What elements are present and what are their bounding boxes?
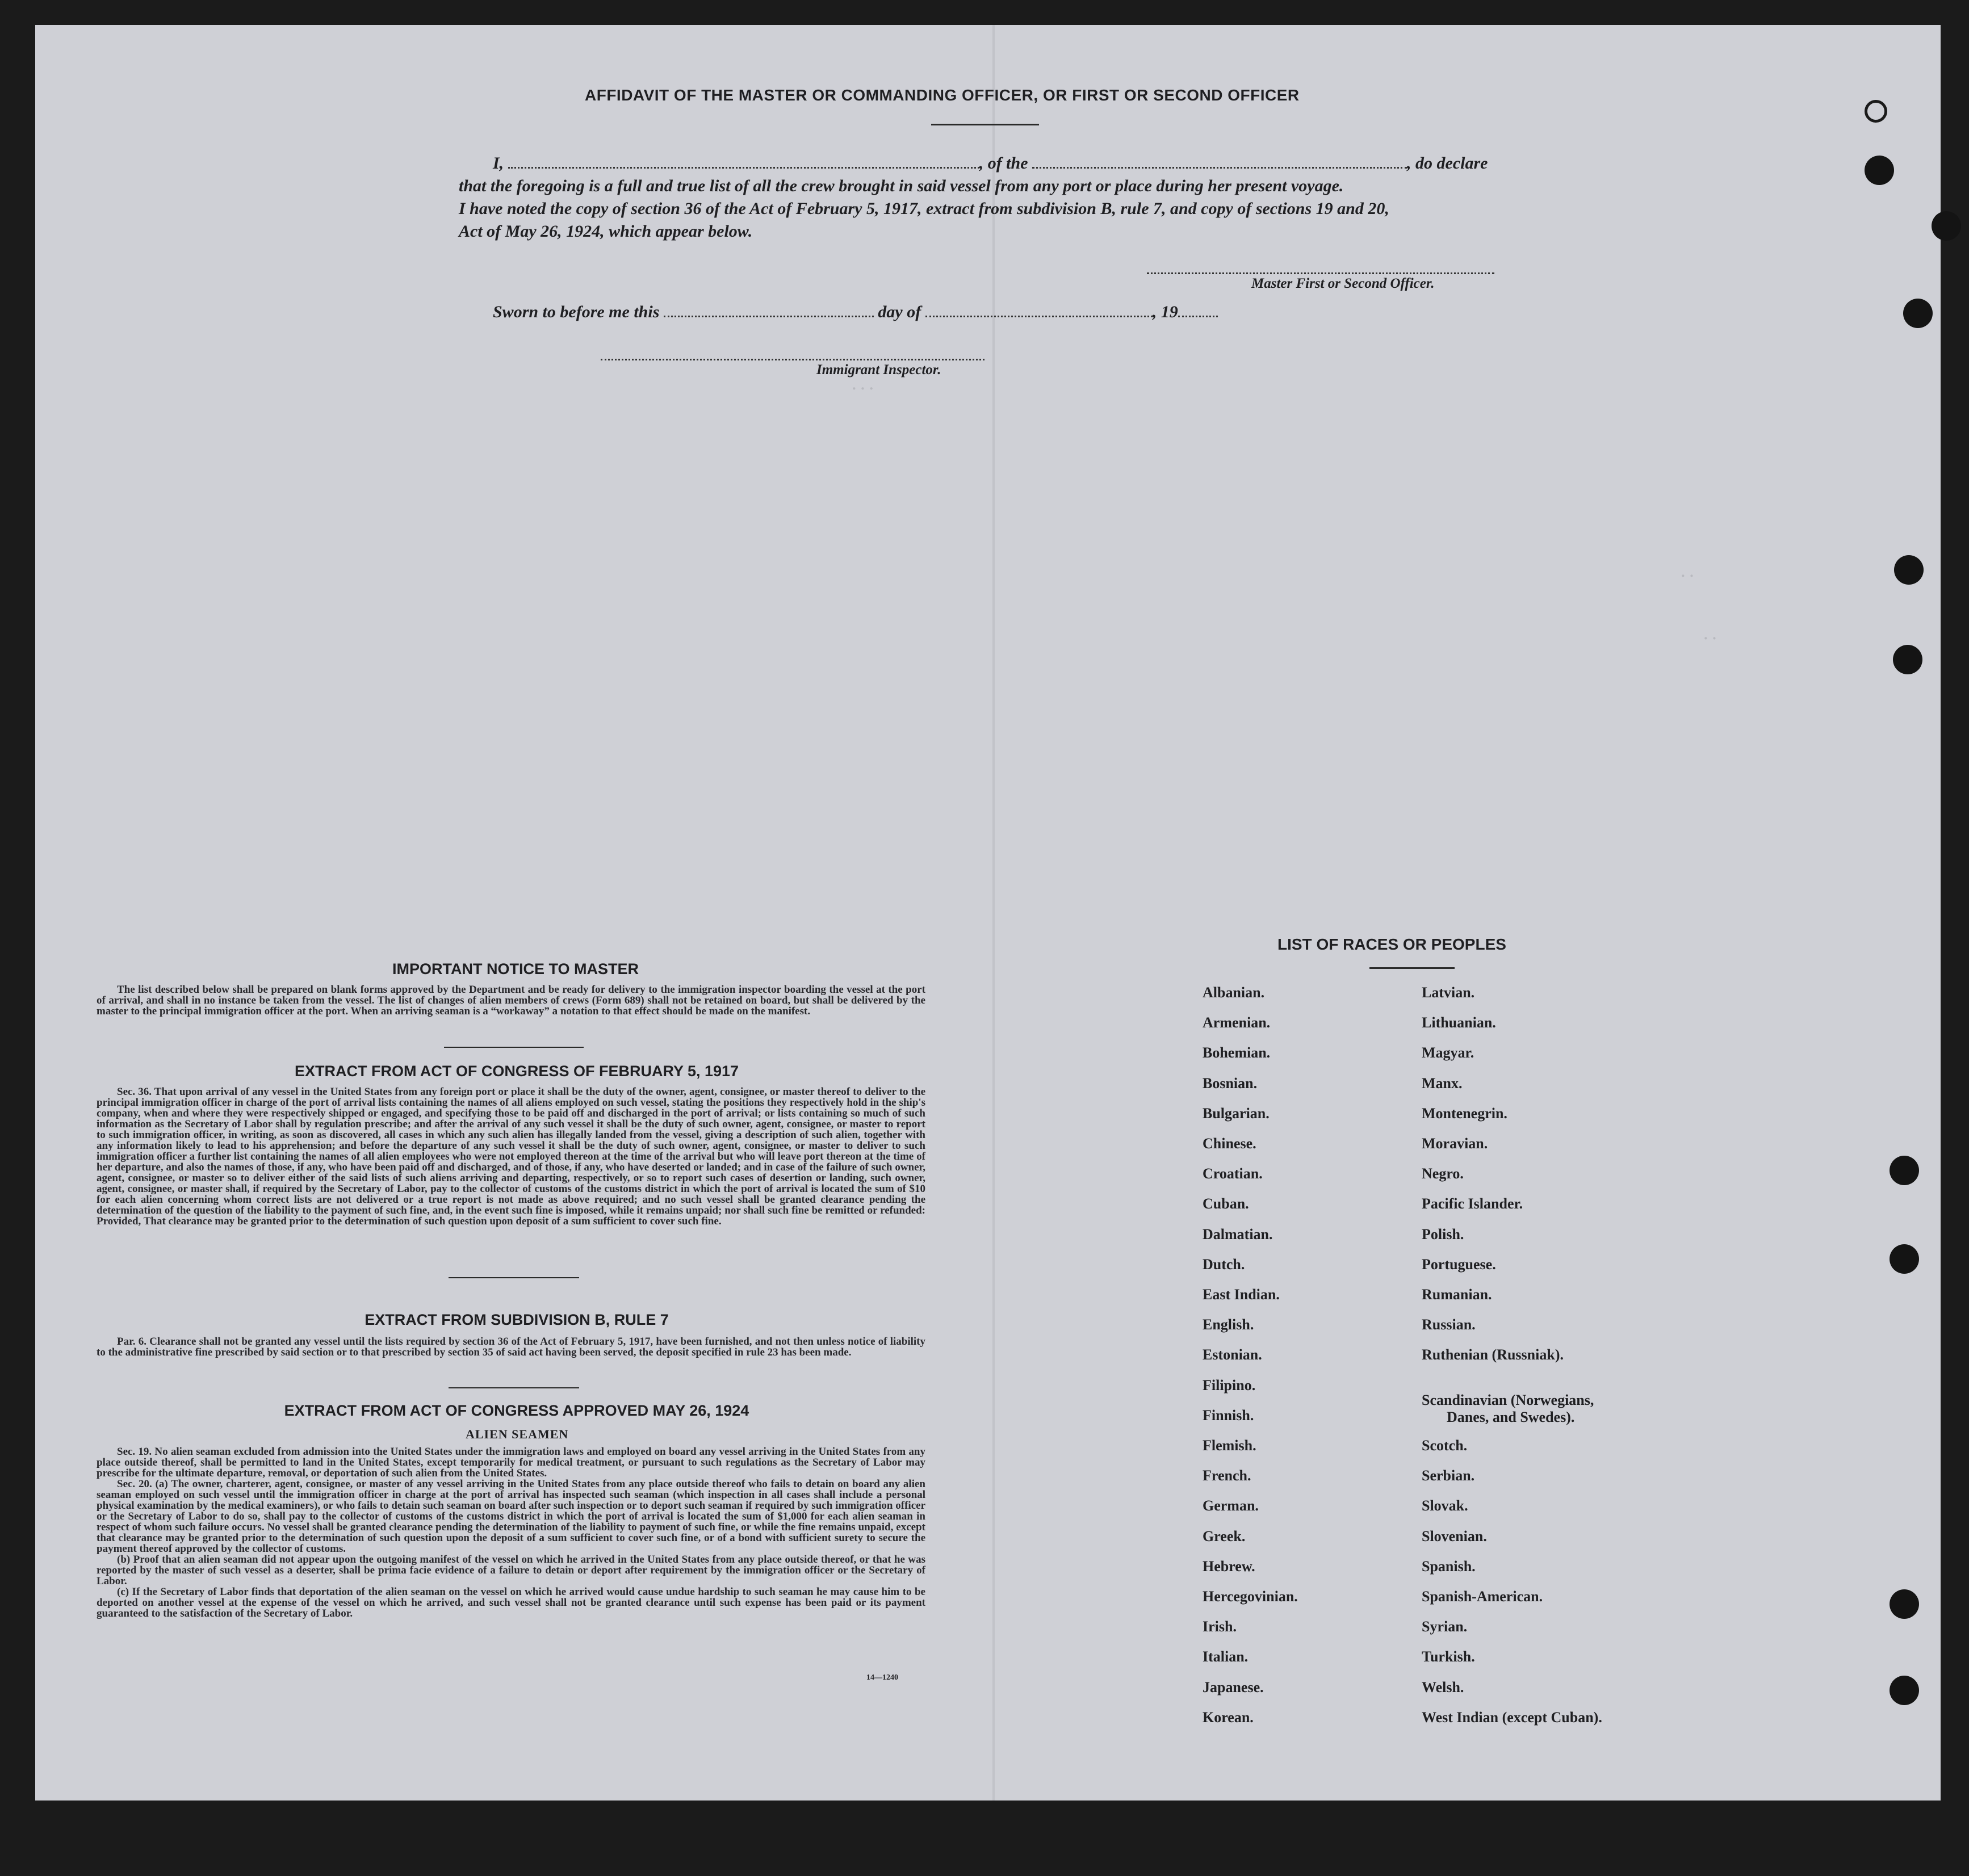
section-rule [444,1047,584,1048]
sworn-before-me: Sworn to before me this [493,303,660,321]
race-item: Hercegovinian. [1203,1588,1298,1605]
master-signature-line[interactable] [1147,272,1494,274]
race-item: Bosnian. [1203,1075,1258,1092]
race-item: German. [1203,1497,1259,1514]
affidavit-title: AFFIDAVIT OF THE MASTER OR COMMANDING OFFICER, OR FIRST OR SECOND OFFICER [585,86,1300,104]
race-item: Japanese. [1203,1678,1264,1695]
race-item: Croatian. [1203,1165,1263,1182]
affidavit-of-the: , of the [979,154,1028,173]
binder-hole [1865,100,1887,123]
race-item: Pacific Islander. [1422,1195,1523,1212]
race-item: Russian. [1422,1316,1476,1333]
sec-20c-paragraph: (c) If the Secretary of Labor finds that deportation of the alien seaman on the vessel on which he arrived would cause undue hardship to such seaman he may cause him to be deported on another vessel at the expense of the vessel on which he arrived, and such vessel shall not be granted clearance until such expense has been paid or its payment guaranteed to the satisfaction of the Secretary of Labor. [97,1586,925,1619]
extract-1917-text [97,1086,925,1227]
race-item: Finnish. [1203,1407,1254,1424]
sec-20a-paragraph: Sec. 20. (a) The owner, charterer, agent, consignee, or master of any vessel arriving in the United States from any place outside thereof who fails to detain on board any alien seaman employed on such vessel until the immigration officer in charge at the port of arrival has inspected such seaman (which inspection in all cases shall include a personal physical examination by the medical examiners), or who fails to detain such seaman on board after such inspection or to deport such seaman if required by such immigration officer or the Secretary of Labor to do so, shall pay to the collector of customs of the customs district in which the port of arrival is located the sum of $1,000 for each alien seaman in respect of whom such failure occurs. No vessel shall be granted clearance pending the determination of the liability to payment of such fine, or while the fine remains unpaid, except that clearance may be granted prior to the determination of such question upon the deposit of a sum sufficient to cover such fine, or of a bond with sufficient surety to secure the payment thereof approved by the collector of customs. [97,1478,925,1555]
binder-hole [1890,1589,1919,1619]
race-item: Estonian. [1203,1346,1262,1363]
extract-1917-title: EXTRACT FROM ACT OF CONGRESS OF FEBRUARY 5, 1917 [294,1063,739,1080]
race-item: Slovak. [1422,1497,1468,1514]
race-item: Moravian. [1422,1135,1488,1152]
race-item: Bulgarian. [1203,1105,1270,1122]
binder-hole [1890,1676,1919,1705]
section-rule [449,1277,579,1278]
race-item: Welsh. [1422,1678,1464,1695]
race-item: Spanish. [1422,1558,1476,1575]
race-item-continuation: Danes, and Swedes). [1447,1408,1575,1425]
race-item: Montenegrin. [1422,1105,1507,1122]
bleed-through-mark: · · · [852,380,874,397]
affidavit-line-3: I have noted the copy of section 36 of the Act of February 5, 1917, extract from subdivision B, rule 7, and copy of sections 19 and 20, [459,199,1389,218]
bleed-through-mark: · · [1681,568,1694,584]
affidavit-do-declare: , do declare [1407,154,1488,173]
notice-paragraph: The list described below shall be prepared on blank forms approved by the Department and be ready for delivery to the immigration inspector boarding the vessel at the port of arrival, and shall in no instance be taken from the vessel. The list of changes of alien members of crews (Form 689) shall not be retained on board, but shall be delivered by the master to the principal immigration officer at the port. When an arriving seaman is a “workaway” a notation to that effect should be made on the manifest. [97,984,925,1017]
race-item: Latvian. [1422,984,1475,1001]
extract-1924-text [97,1446,925,1619]
binder-hole [1932,211,1961,241]
affidavit-line-1 [459,152,1515,175]
race-item: Slovenian. [1422,1527,1487,1545]
inspector-signature-label: Immigrant Inspector. [816,362,941,377]
race-item: Flemish. [1203,1437,1256,1454]
race-item: Armenian. [1203,1014,1271,1031]
races-title-rule [1369,967,1455,969]
notice-title: IMPORTANT NOTICE TO MASTER [392,960,639,977]
rule-7-title: EXTRACT FROM SUBDIVISION B, RULE 7 [365,1311,669,1328]
race-item: Ruthenian (Russniak). [1422,1346,1564,1363]
alien-seamen-subtitle: ALIEN SEAMEN [466,1427,569,1441]
races-title: LIST OF RACES OR PEOPLES [1277,935,1506,953]
race-item: East Indian. [1203,1286,1280,1303]
race-item: Scandinavian (Norwegians, Danes, and Swedes). [1422,1391,1594,1425]
race-item: Negro. [1422,1165,1464,1182]
sworn-year-field[interactable] [1178,302,1218,317]
form-code: 14—1240 [866,1673,898,1682]
race-item: Magyar. [1422,1044,1474,1061]
race-item: Dalmatian. [1203,1226,1273,1243]
race-item: Portuguese. [1422,1256,1496,1273]
race-item: Syrian. [1422,1618,1468,1635]
rule-7-text [97,1336,925,1358]
sworn-line [493,301,1549,324]
binder-hole [1894,555,1924,585]
vessel-name-field[interactable] [1032,153,1407,169]
binder-hole [1865,156,1894,185]
race-item: Cuban. [1203,1195,1249,1212]
race-item: West Indian (except Cuban). [1422,1709,1602,1726]
race-item: French. [1203,1467,1251,1484]
sec-20b-paragraph: (b) Proof that an alien seaman did not appear upon the outgoing manifest of the vessel on which he arrived in the United States from any place outside thereof, or that he was reported by the master of such vessel as a deserter, shall be prima facie evidence of a failure to detain or deport after requirement by the immigration officer or the Secretary of Labor. [97,1554,925,1587]
race-item: Manx. [1422,1075,1463,1092]
affidavit-i: I, [493,154,504,173]
par-6-paragraph: Par. 6. Clearance shall not be granted any vessel until the lists required by section 36 of the Act of February 5, 1917, have been furnished, and not then unless notice of liability to the administrative fine prescribed by said section or to that prescribed by section 35 of said act having been served, the deposit specified in rule 23 has been made. [97,1336,925,1358]
race-item: Chinese. [1203,1135,1256,1152]
race-item: Scotch. [1422,1437,1468,1454]
binder-hole [1893,645,1922,674]
sec-36-paragraph: Sec. 36. That upon arrival of any vessel in the United States from any foreign port or place it shall be the duty of the owner, agent, consignee, or master thereof to deliver to the principal immigration officer in charge of the port of arrival lists containing the names of all aliens employed on such vessel, stating the positions they respectively hold in the ship's company, when and where they were respectively shipped or engaged, and specifying those to be paid off and discharged in the port of arrival; or lists containing so much of such information as the Secretary of Labor shall by regulation prescribe; and after the arrival of any such vessel it shall be the duty of such owner, agent, consignee, or master to report to such immigration officer, in writing, as soon as discovered, all cases in which any such alien has illegally landed from the vessel, giving a description of such alien, together with any information likely to lead to his apprehension; and before the departure of any such vessel it shall be the duty of such owner, agent, consignee, or master to deliver to such immigration officer a further list containing the names of all alien employees who were not employed thereon at the time of the arrival but who will leave port thereon at the time of her departure, and also the names of those, if any, who have been paid off and discharged, and of those, if any, who have deserted or landed; and in case of the failure of such owner, agent, consignee, or master so to deliver either of the said lists of such aliens arriving and departing, respectively, or so to report such cases of desertion or landing, such owner, agent, consignee, or master shall, if required by the Secretary of Labor, pay to the collector of customs of the customs district in which the port of arrival is located the sum of $10 for each alien concerning whom correct lists are not delivered or a true report is not made as above required; and no such vessel shall be granted clearance pending the determination of the question of the liability to the payment of such fine, and, in the event such fine is imposed, while it remains unpaid; nor shall such fine be remitted or refunded: Provided, That clearance may be granted prior to the determination of such question upon deposit of a sum sufficient to cover such fine. [97,1086,925,1227]
race-item: Italian. [1203,1648,1249,1665]
center-fold [992,25,995,1801]
master-signature-label: Master First or Second Officer. [1251,276,1435,291]
race-item: Turkish. [1422,1648,1475,1665]
race-item: Lithuanian. [1422,1014,1496,1031]
race-item: English. [1203,1316,1254,1333]
race-item: Hebrew. [1203,1558,1255,1575]
race-item: Polish. [1422,1226,1464,1243]
affidavit-line-4: Act of May 26, 1924, which appear below. [459,222,753,241]
sec-19-paragraph: Sec. 19. No alien seaman excluded from admission into the United States under the immigration laws and employed on board any vessel arriving in the United States from any place outside thereof, shall be permitted to land in the United States, except temporarily for medical treatment, or pursuant to such regulations as the Secretary of Labor may prescribe for the ultimate departure, removal, or deportation of such alien from the United States. [97,1446,925,1479]
notice-text [97,984,925,1017]
race-item: Greek. [1203,1527,1246,1545]
race-item: Rumanian. [1422,1286,1492,1303]
bleed-through-mark: · · [1703,630,1717,647]
inspector-signature-line[interactable] [601,359,984,360]
race-item: Irish. [1203,1618,1237,1635]
sworn-month-field[interactable] [925,302,1153,317]
title-rule [931,124,1039,125]
race-item: Korean. [1203,1709,1254,1726]
sworn-day-field[interactable] [664,302,874,317]
extract-1924-title: EXTRACT FROM ACT OF CONGRESS APPROVED MAY 26, 1924 [284,1402,749,1419]
sworn-year-prefix: , 19 [1152,303,1178,321]
binder-hole [1890,1156,1919,1185]
race-item: Dutch. [1203,1256,1245,1273]
affidavit-line-2: that the foregoing is a full and true list of all the crew brought in said vessel from any port or place during her present voyage. [459,177,1344,195]
section-rule [449,1387,579,1388]
race-item: Bohemian. [1203,1044,1271,1061]
race-item: Spanish-American. [1422,1588,1543,1605]
binder-hole [1890,1244,1919,1274]
sworn-day-of: day of [878,303,921,321]
binder-hole [1903,299,1933,328]
race-item: Filipino. [1203,1376,1256,1394]
race-item: Albanian. [1203,984,1265,1001]
race-item: Serbian. [1422,1467,1475,1484]
master-name-field[interactable] [508,153,979,169]
